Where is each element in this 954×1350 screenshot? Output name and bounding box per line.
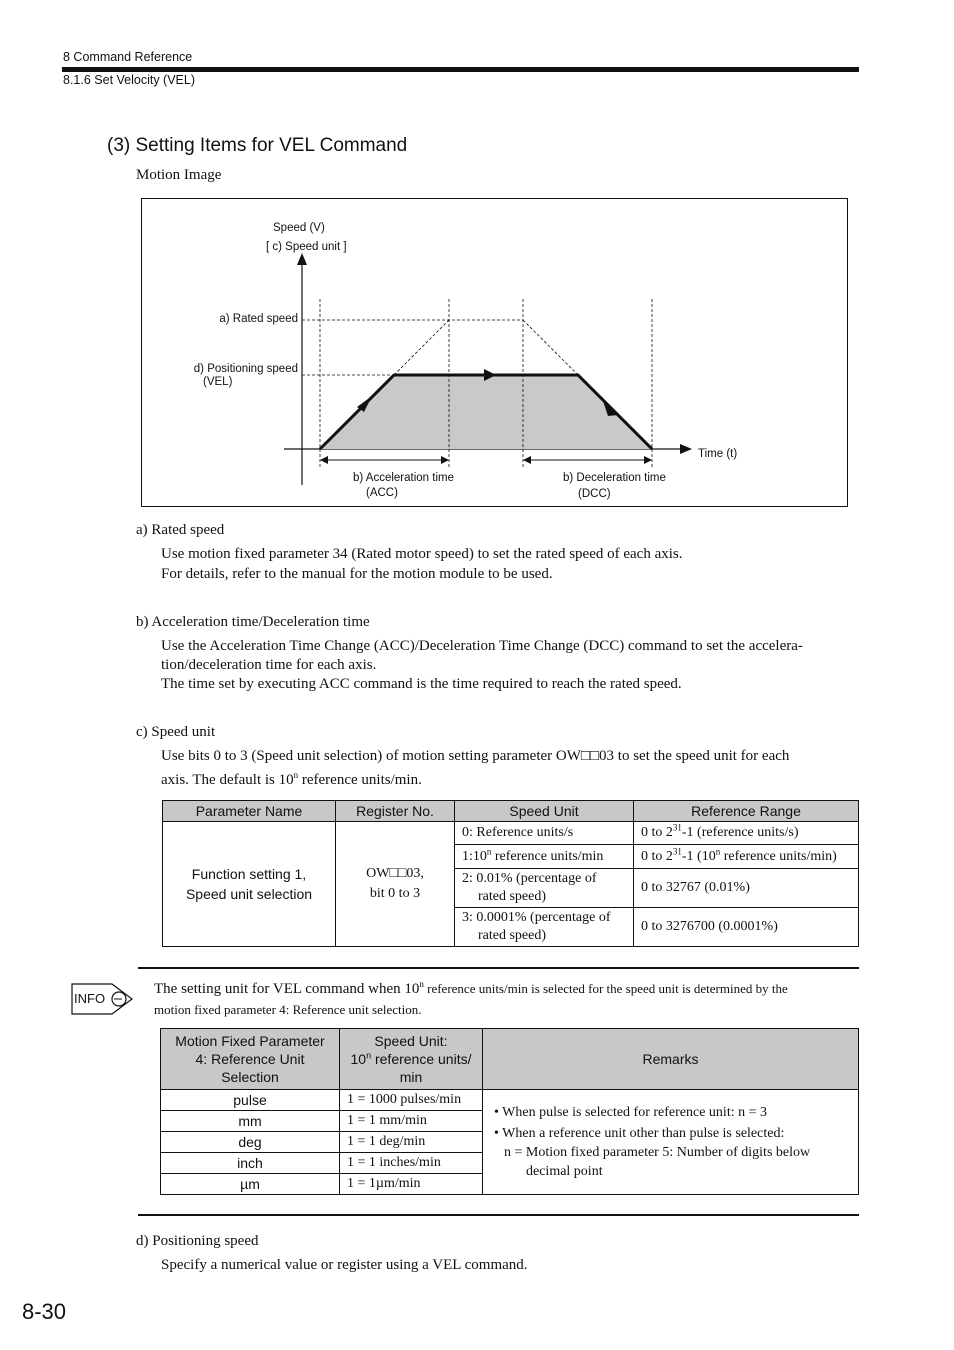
range-2: 0 to 32767 (0.01%) [634, 869, 859, 908]
info-badge-text: INFO [74, 991, 106, 1006]
unit-0: 0: Reference units/s [455, 822, 634, 845]
x-axis-arrow [680, 444, 692, 454]
register-cell: OW□□03, bit 0 to 3 [336, 822, 455, 947]
speed-pulse: 1 = 1000 pulses/min [340, 1090, 483, 1111]
dec-abbr: (DCC) [578, 488, 611, 500]
motion-image-label: Motion Image [136, 167, 222, 183]
acc-time-text-2: tion/deceleration time for each axis. [161, 657, 377, 673]
motion-diagram [141, 198, 848, 507]
ref-unit-inch: inch [161, 1153, 340, 1174]
speed-unit-text-2: axis. The default is 10$^n$ reference units/min. [161, 770, 422, 788]
acc-abbr: (ACC) [366, 487, 398, 499]
y-axis-arrow [297, 253, 307, 265]
range-0: 0 to $2^{31}-1$ (reference units/s) [634, 822, 859, 845]
velocity-profile-svg [142, 199, 849, 508]
header-rule [62, 67, 859, 72]
accel-extension [394, 320, 449, 375]
col-ref-unit-selection: Motion Fixed Parameter 4: Reference Unit Selection [161, 1029, 340, 1090]
y-axis-unit: [ c) Speed unit ] [266, 241, 347, 253]
acc-label: b) Acceleration time [353, 472, 454, 484]
vel-label: (VEL) [203, 376, 233, 388]
y-axis-label: Speed (V) [273, 222, 325, 234]
info-rule-top [138, 967, 859, 969]
rated-speed-label: a) Rated speed [219, 313, 298, 325]
dec-label: b) Deceleration time [563, 472, 666, 484]
col-speed-unit: Speed Unit: 10$^n$ reference units/ min [340, 1029, 483, 1090]
speed-mm: 1 = 1 mm/min [340, 1111, 483, 1132]
ref-unit-mm: mm [161, 1111, 340, 1132]
acc-time-title: b) Acceleration time/Deceleration time [136, 614, 370, 630]
info-icon [68, 980, 134, 1018]
col-speed-unit: Speed Unit [455, 801, 634, 822]
chapter-header: 8 Command Reference [63, 50, 193, 64]
ref-unit-deg: deg [161, 1132, 340, 1153]
decel-extension [523, 320, 578, 375]
positioning-speed-text: Specify a numerical value or register using a VEL command. [161, 1257, 528, 1273]
speed-deg: 1 = 1 deg/min [340, 1132, 483, 1153]
range-1: 0 to $2^{31}-1$ (10$^n$ reference units/min) [634, 845, 859, 869]
col-reference-range: Reference Range [634, 801, 859, 822]
unit-3: 3: 0.0001% (percentage of rated speed) [455, 908, 634, 947]
remarks-cell: • When pulse is selected for reference unit: n = 3 • When a reference unit other than pulse is selected: n = Motion fixed parameter 5: Number of digits below decimal point [483, 1090, 859, 1195]
acc-time-text-3: The time set by executing ACC command is the time required to reach the rated speed. [161, 676, 682, 692]
speed-inch: 1 = 1 inches/min [340, 1153, 483, 1174]
speed-unit-text-1: Use bits 0 to 3 (Speed unit selection) of motion setting parameter OW□□03 to set the speed unit for each [161, 748, 790, 764]
speed-um: 1 = 1µm/min [340, 1174, 483, 1195]
info-text-2: motion fixed parameter 4: Reference unit selection. [154, 1002, 422, 1017]
acc-time-text-1: Use the Acceleration Time Change (ACC)/Deceleration Time Change (DCC) command to set the accelera- [161, 638, 803, 654]
range-3: 0 to 3276700 (0.0001%) [634, 908, 859, 947]
section-header: 8.1.6 Set Velocity (VEL) [63, 73, 196, 87]
speed-unit-title: c) Speed unit [136, 724, 216, 740]
ref-unit-pulse: pulse [161, 1090, 340, 1111]
time-label: Time (t) [698, 448, 738, 460]
col-parameter-name: Parameter Name [163, 801, 336, 822]
section-heading: (3) Setting Items for VEL Command [107, 135, 408, 156]
rated-speed-text-1: Use motion fixed parameter 34 (Rated motor speed) to set the rated speed of each axis. [161, 546, 683, 562]
page-number: 8-30 [22, 1299, 67, 1324]
col-register-no: Register No. [336, 801, 455, 822]
info-text-1: The setting unit for VEL command when 10$^n$ reference units/min is selected for the speed unit is determined by the [154, 979, 788, 997]
unit-2: 2: 0.01% (percentage of rated speed) [455, 869, 634, 908]
reference-unit-table [160, 1028, 859, 1195]
unit-1: 1:10$^n$ reference units/min [455, 845, 634, 869]
positioning-speed-label: d) Positioning speed [193, 363, 298, 375]
speed-unit-table [162, 800, 859, 947]
rated-speed-title: a) Rated speed [136, 522, 225, 538]
col-remarks: Remarks [483, 1029, 859, 1090]
positioning-speed-title: d) Positioning speed [136, 1233, 259, 1249]
ref-unit-um: µm [161, 1174, 340, 1195]
param-name-cell: Function setting 1, Speed unit selection [163, 822, 336, 947]
velocity-area [320, 375, 652, 449]
rated-speed-text-2: For details, refer to the manual for the motion module to be used. [161, 566, 553, 582]
info-rule-bottom [138, 1214, 859, 1216]
